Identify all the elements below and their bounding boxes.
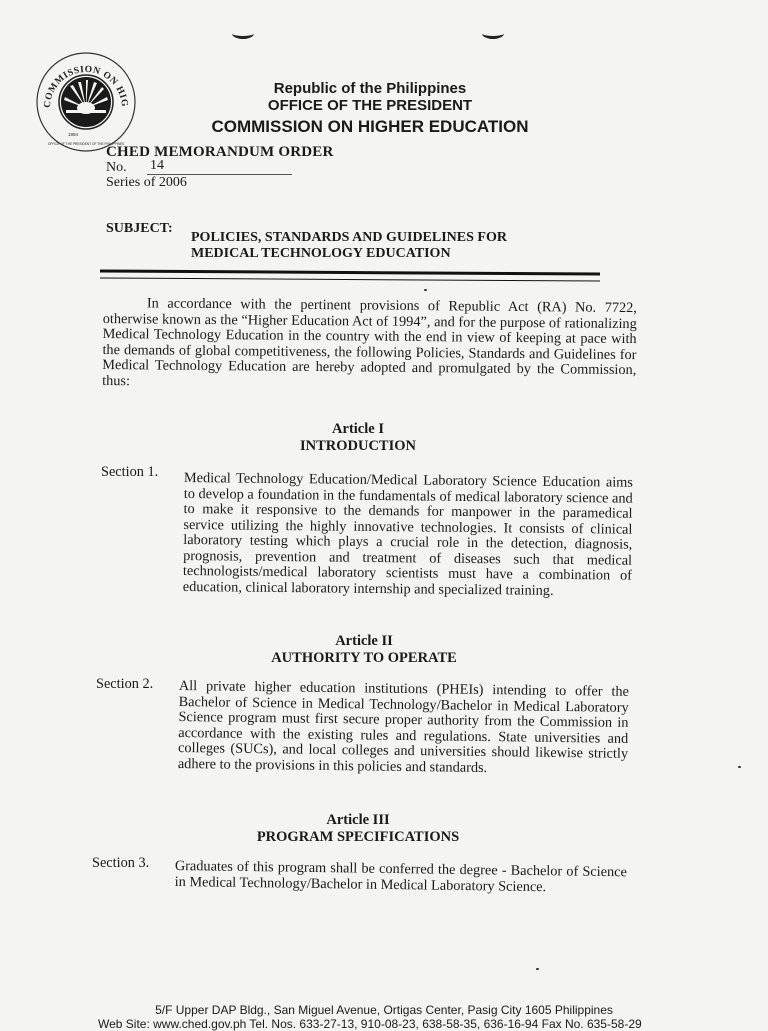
article-1-title: INTRODUCTION	[299, 438, 416, 454]
subject-label: SUBJECT:	[106, 221, 173, 236]
article-1-heading	[208, 421, 508, 455]
intro-paragraph	[102, 296, 637, 394]
section-3-text: Graduates of this program shall be conferred the degree - Bachelor of Science in Medical Technology/Bachelor in Medical Laboratory Science.	[174, 858, 627, 895]
section-2-text: All private higher education institutions (PHEIs) intending to offer the Bachelor of Science in Medical Technology/Bachelor in Medical Laboratory Science program must first secure proper authority from the Commission in accordance with the existing rules and regulations. State universities and colleges (SUCs), and local colleges and universities should likewise strictly adhere to the provisions in this policies and standards.	[177, 678, 629, 776]
article-2-heading	[214, 633, 514, 667]
footer-contact: Web Site: www.ched.gov.ph Tel. Nos. 633-27-13, 910-08-23, 638-58-35, 636-16-94 Fax No. 635-58-29	[98, 1017, 642, 1031]
ched-seal	[34, 50, 138, 154]
article-3-title: PROGRAM SPECIFICATIONS	[256, 829, 460, 845]
section-3-label: Section 3.	[92, 855, 150, 871]
scan-speck	[536, 968, 539, 970]
article-2-number: Article II	[335, 633, 393, 649]
letterhead-office: OFFICE OF THE PRESIDENT	[267, 97, 473, 114]
section-1-label: Section 1.	[101, 464, 159, 480]
scan-mark	[482, 28, 504, 39]
section-2-label: Section 2.	[96, 676, 154, 692]
memo-title: CHED MEMORANDUM ORDER	[106, 144, 334, 160]
ched-seal-icon	[34, 50, 138, 154]
article-1-number: Article I	[332, 421, 384, 437]
memo-series: Series of 2006	[106, 175, 187, 190]
article-3-number: Article III	[326, 812, 390, 828]
scan-speck	[424, 289, 427, 291]
article-2-title: AUTHORITY TO OPERATE	[271, 650, 457, 666]
footer-address: 5/F Upper DAP Bldg., San Miguel Avenue, Ortigas Center, Pasig City 1605 Philippines	[155, 1003, 613, 1017]
seal-ring-text: COMMISSION ON HIG	[42, 64, 130, 109]
divider-thin	[100, 277, 600, 281]
seal-inner-text: OFFICE OF THE PRESIDENT OF THE PHILIPPINES	[47, 142, 125, 146]
section-1-text: Medical Technology Education/Medical Laboratory Science Education aims to develop a foundation in the fundamentals of medical laboratory science and to make it responsive to the demands for manpower in the paramedical service utilizing the highly innovative technologies. It consists of clinical laboratory testing which plays a crucial role in the detection, diagnosis, prognosis, prevention and treatment of diseases such that medical technologists/medical laboratory scientists must have a combination of education, clinical laboratory internship and specialized training.	[182, 470, 633, 599]
memo-number-value: 14	[150, 158, 164, 173]
memo-number-label: No.	[106, 160, 127, 175]
seal-year: 1994	[68, 132, 79, 137]
scan-speck	[738, 766, 741, 768]
divider-thick	[100, 269, 600, 275]
letterhead-republic: Republic of the Philippines	[273, 80, 467, 97]
intro-text: In accordance with the pertinent provisions of Republic Act (RA) No. 7722, otherwise known as the “Higher Education Act of 1994”, and for the purpose of rationalizing Medical Technology Education in the country with the end in view of keeping at pace with the demands of global competitiveness, the following Policies, Standards and Guidelines for Medical Technology Education are hereby adopted and promulgated by the Commission, thus:	[102, 295, 637, 389]
article-3-heading	[208, 812, 508, 846]
scan-mark	[232, 28, 254, 39]
letterhead-commission: COMMISSION ON HIGHER EDUCATION	[211, 117, 529, 136]
subject-line-1: POLICIES, STANDARDS AND GUIDELINES FOR	[191, 230, 507, 245]
subject-line-2: MEDICAL TECHNOLOGY EDUCATION	[191, 246, 451, 261]
